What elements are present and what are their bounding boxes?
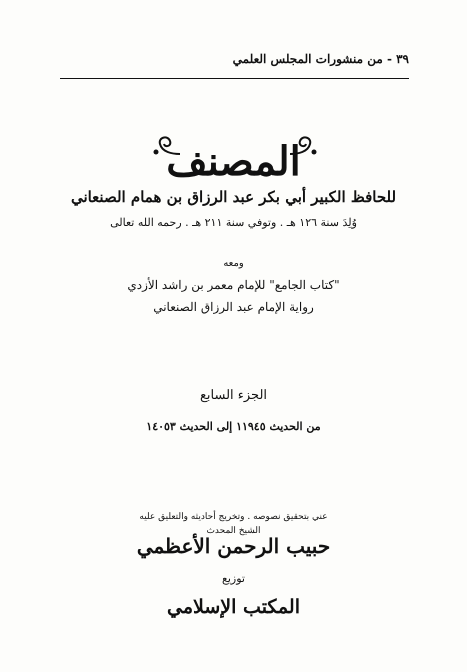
distribution-label: توزيع: [222, 572, 245, 585]
publisher-name: المكتب الإسلامي: [167, 596, 300, 618]
editor-name: حبيب الرحمن الأعظمي: [136, 534, 331, 558]
series-line: ٣٩ - من منشورات المجلس العلمي: [232, 52, 409, 66]
hadith-range: من الحديث ١١٩٤٥ إلى الحديث ١٤٠٥٣: [146, 420, 321, 433]
series-divider: [60, 78, 409, 79]
addendum-intro: ومعه: [223, 258, 244, 269]
author-dates: وُلِدَ سنة ١٢٦ هـ . وتوفي سنة ٢١١ هـ . رحمه الله تعالى: [110, 216, 357, 229]
volume-label: الجزء السابع: [199, 388, 268, 403]
addendum-line-2: رواية الإمام عبد الرزاق الصنعاني: [153, 300, 314, 314]
editor-note: عني بتحقيق نصوصه . وتخريج أحاديثه والتعليق عليه: [139, 512, 328, 522]
addendum-line-1: "كتاب الجامع" للإمام معمر بن راشد الأزدي: [127, 278, 340, 292]
addendum-block: [60, 274, 407, 318]
author-line: للحافظ الكبير أبي بكر عبد الرزاق بن همام الصنعاني: [70, 188, 397, 206]
book-title: المصنف: [166, 138, 301, 185]
editor-role: الشيخ المحدث: [206, 526, 261, 536]
